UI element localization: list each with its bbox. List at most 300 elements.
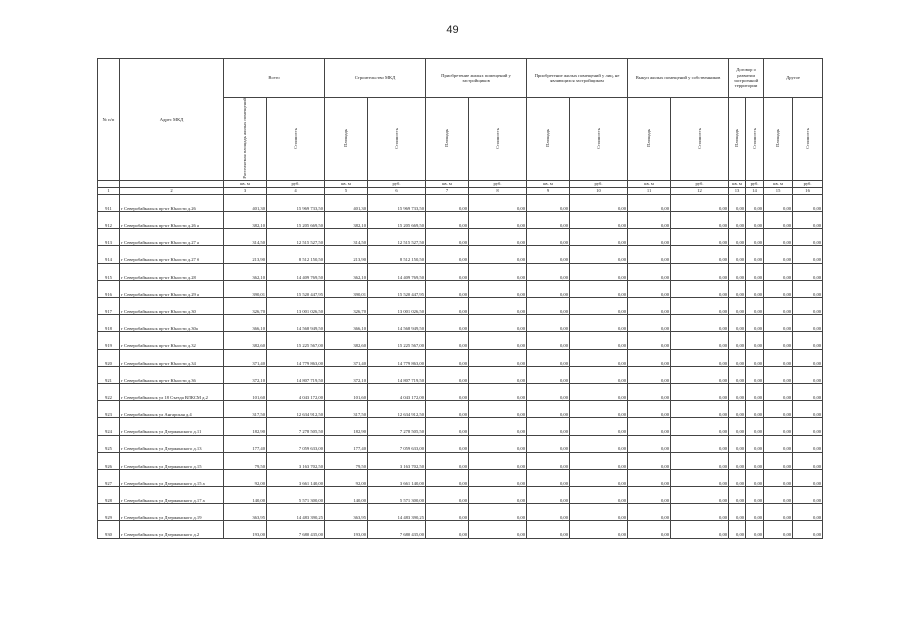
header-area: Площадь xyxy=(628,98,671,181)
row-zero-value: 0,00 xyxy=(746,487,764,504)
unit-cell: руб. xyxy=(671,180,729,187)
row-construction-area: 362,10 xyxy=(325,263,368,280)
row-zero-value: 0,00 xyxy=(746,332,764,349)
column-number-cell: 9 xyxy=(527,187,570,194)
row-zero-value: 0,00 xyxy=(671,435,729,452)
row-zero-value: 0,00 xyxy=(793,349,823,366)
row-zero-value: 0,00 xyxy=(570,280,628,297)
row-zero-value: 0,00 xyxy=(729,194,746,211)
row-zero-value: 0,00 xyxy=(570,521,628,538)
column-number-cell: 16 xyxy=(793,187,823,194)
row-zero-value: 0,00 xyxy=(527,212,570,229)
resettlement-table xyxy=(97,58,823,539)
row-zero-value: 0,00 xyxy=(793,401,823,418)
row-zero-value: 0,00 xyxy=(764,521,793,538)
row-zero-value: 0,00 xyxy=(764,229,793,246)
row-zero-value: 0,00 xyxy=(426,418,469,435)
row-construction-area: 79,50 xyxy=(325,452,368,469)
row-zero-value: 0,00 xyxy=(671,401,729,418)
row-number: 928 xyxy=(98,487,120,504)
row-total-cost: 14 568 949,50 xyxy=(267,315,325,332)
row-total-cost: 7 278 505,50 xyxy=(267,418,325,435)
row-zero-value: 0,00 xyxy=(671,366,729,383)
row-zero-value: 0,00 xyxy=(628,418,671,435)
row-zero-value: 0,00 xyxy=(527,487,570,504)
row-total-cost: 3 661 140,00 xyxy=(267,469,325,486)
row-zero-value: 0,00 xyxy=(729,521,746,538)
row-construction-cost: 15 205 669,50 xyxy=(368,212,426,229)
row-total-cost: 15 520 447,95 xyxy=(267,280,325,297)
row-total-area: 79,50 xyxy=(224,452,267,469)
row-zero-value: 0,00 xyxy=(729,418,746,435)
row-zero-value: 0,00 xyxy=(570,435,628,452)
row-zero-value: 0,00 xyxy=(527,435,570,452)
table-row xyxy=(98,418,823,435)
row-construction-area: 317,50 xyxy=(325,401,368,418)
row-zero-value: 0,00 xyxy=(426,332,469,349)
row-construction-cost: 5 571 300,00 xyxy=(368,487,426,504)
row-zero-value: 0,00 xyxy=(793,504,823,521)
row-address: г Северобайкальск ул Ангарская д.4 xyxy=(120,401,224,418)
header-row-no: № п/п xyxy=(98,59,120,181)
row-zero-value: 0,00 xyxy=(570,298,628,315)
unit-cell: кв. м xyxy=(764,180,793,187)
row-construction-cost: 3 163 702,50 xyxy=(368,452,426,469)
row-construction-area: 213,90 xyxy=(325,246,368,263)
row-zero-value: 0,00 xyxy=(570,418,628,435)
row-number: 924 xyxy=(98,418,120,435)
row-construction-area: 363,95 xyxy=(325,504,368,521)
table-row xyxy=(98,383,823,400)
row-zero-value: 0,00 xyxy=(469,194,527,211)
row-zero-value: 0,00 xyxy=(764,401,793,418)
row-zero-value: 0,00 xyxy=(746,418,764,435)
row-zero-value: 0,00 xyxy=(426,366,469,383)
row-zero-value: 0,00 xyxy=(469,332,527,349)
row-zero-value: 0,00 xyxy=(628,246,671,263)
header-group-total: Всего xyxy=(224,59,325,98)
row-number: 929 xyxy=(98,504,120,521)
row-address: г Северобайкальск пр-кт Юности д.30а xyxy=(120,315,224,332)
row-zero-value: 0,00 xyxy=(793,487,823,504)
unit-cell: руб. xyxy=(368,180,426,187)
column-numbers-row xyxy=(98,187,823,194)
row-zero-value: 0,00 xyxy=(628,452,671,469)
unit-cell: кв. м xyxy=(628,180,671,187)
row-total-cost: 14 807 719,50 xyxy=(267,366,325,383)
row-zero-value: 0,00 xyxy=(628,194,671,211)
row-zero-value: 0,00 xyxy=(628,487,671,504)
row-zero-value: 0,00 xyxy=(671,212,729,229)
row-zero-value: 0,00 xyxy=(793,280,823,297)
row-total-cost: 12 515 527,50 xyxy=(267,229,325,246)
row-zero-value: 0,00 xyxy=(570,246,628,263)
row-zero-value: 0,00 xyxy=(729,504,746,521)
row-zero-value: 0,00 xyxy=(426,315,469,332)
row-address: г Северобайкальск ул 18 Съезда ВЛКСМ д.2 xyxy=(120,383,224,400)
row-zero-value: 0,00 xyxy=(746,504,764,521)
row-construction-area: 193,00 xyxy=(325,521,368,538)
row-zero-value: 0,00 xyxy=(793,452,823,469)
row-total-area: 101,60 xyxy=(224,383,267,400)
row-zero-value: 0,00 xyxy=(671,298,729,315)
row-zero-value: 0,00 xyxy=(469,229,527,246)
row-zero-value: 0,00 xyxy=(671,332,729,349)
row-zero-value: 0,00 xyxy=(764,349,793,366)
row-number: 921 xyxy=(98,366,120,383)
row-zero-value: 0,00 xyxy=(527,504,570,521)
row-address: г Северобайкальск пр-кт Юности д.36 xyxy=(120,366,224,383)
row-number: 926 xyxy=(98,452,120,469)
row-zero-value: 0,00 xyxy=(527,194,570,211)
row-zero-value: 0,00 xyxy=(671,263,729,280)
header-group-territory-agreement: Договор о развитии застроенной территории xyxy=(729,59,764,98)
row-total-cost: 14 409 769,50 xyxy=(267,263,325,280)
row-total-cost: 4 043 172,00 xyxy=(267,383,325,400)
row-zero-value: 0,00 xyxy=(628,349,671,366)
row-zero-value: 0,00 xyxy=(764,487,793,504)
row-zero-value: 0,00 xyxy=(729,366,746,383)
row-address: г Северобайкальск пр-кт Юности д.26 xyxy=(120,194,224,211)
row-zero-value: 0,00 xyxy=(426,504,469,521)
row-total-area: 182,90 xyxy=(224,418,267,435)
row-zero-value: 0,00 xyxy=(628,315,671,332)
row-address: г Северобайкальск пр-кт Юности д.26 а xyxy=(120,212,224,229)
row-zero-value: 0,00 xyxy=(570,452,628,469)
row-zero-value: 0,00 xyxy=(426,401,469,418)
row-zero-value: 0,00 xyxy=(570,315,628,332)
row-construction-cost: 15 225 567,00 xyxy=(368,332,426,349)
row-total-cost: 15 969 733,50 xyxy=(267,194,325,211)
header-cost: Стоимость xyxy=(368,98,426,181)
row-zero-value: 0,00 xyxy=(426,521,469,538)
row-zero-value: 0,00 xyxy=(426,452,469,469)
row-zero-value: 0,00 xyxy=(729,229,746,246)
row-construction-area: 372,10 xyxy=(325,366,368,383)
table-row xyxy=(98,401,823,418)
row-zero-value: 0,00 xyxy=(426,349,469,366)
row-zero-value: 0,00 xyxy=(746,521,764,538)
row-total-area: 362,10 xyxy=(224,263,267,280)
row-zero-value: 0,00 xyxy=(527,229,570,246)
row-total-cost: 7 680 435,00 xyxy=(267,521,325,538)
row-zero-value: 0,00 xyxy=(793,246,823,263)
row-zero-value: 0,00 xyxy=(628,435,671,452)
table-row xyxy=(98,521,823,538)
unit-cell xyxy=(120,180,224,187)
row-total-area: 193,00 xyxy=(224,521,267,538)
row-construction-area: 314,50 xyxy=(325,229,368,246)
row-construction-area: 182,90 xyxy=(325,418,368,435)
row-construction-cost: 13 001 026,50 xyxy=(368,298,426,315)
row-zero-value: 0,00 xyxy=(764,332,793,349)
row-total-cost: 12 634 912,50 xyxy=(267,401,325,418)
header-cost: Стоимость xyxy=(469,98,527,181)
row-zero-value: 0,00 xyxy=(764,246,793,263)
row-address: г Северобайкальск пр-кт Юности д.32 xyxy=(120,332,224,349)
row-zero-value: 0,00 xyxy=(469,383,527,400)
row-zero-value: 0,00 xyxy=(729,280,746,297)
row-zero-value: 0,00 xyxy=(671,418,729,435)
row-total-cost: 3 163 702,50 xyxy=(267,452,325,469)
header-area: Площадь xyxy=(325,98,368,181)
row-number: 925 xyxy=(98,435,120,452)
row-zero-value: 0,00 xyxy=(746,212,764,229)
table-row xyxy=(98,280,823,297)
row-total-area: 177,40 xyxy=(224,435,267,452)
row-zero-value: 0,00 xyxy=(570,263,628,280)
page-number: 49 xyxy=(446,24,459,36)
row-total-area: 366,10 xyxy=(224,315,267,332)
table-row xyxy=(98,435,823,452)
units-row xyxy=(98,180,823,187)
table-row xyxy=(98,452,823,469)
table-row xyxy=(98,298,823,315)
unit-cell: кв. м xyxy=(426,180,469,187)
row-zero-value: 0,00 xyxy=(628,212,671,229)
header-group-developer-purchase: Приобретение жилых помещений у застройщиков xyxy=(426,59,527,98)
row-zero-value: 0,00 xyxy=(764,418,793,435)
row-zero-value: 0,00 xyxy=(527,246,570,263)
column-number-cell: 12 xyxy=(671,187,729,194)
row-zero-value: 0,00 xyxy=(764,212,793,229)
row-total-cost: 15 225 567,00 xyxy=(267,332,325,349)
header-address: Адрес МКД xyxy=(120,59,224,181)
header-cost: Стоимость xyxy=(793,98,823,181)
row-zero-value: 0,00 xyxy=(628,401,671,418)
row-zero-value: 0,00 xyxy=(469,401,527,418)
row-zero-value: 0,00 xyxy=(729,315,746,332)
row-total-area: 390,01 xyxy=(224,280,267,297)
row-zero-value: 0,00 xyxy=(746,383,764,400)
row-construction-area: 326,70 xyxy=(325,298,368,315)
row-zero-value: 0,00 xyxy=(729,401,746,418)
row-zero-value: 0,00 xyxy=(729,487,746,504)
row-zero-value: 0,00 xyxy=(570,332,628,349)
row-zero-value: 0,00 xyxy=(793,212,823,229)
row-zero-value: 0,00 xyxy=(671,246,729,263)
row-zero-value: 0,00 xyxy=(793,332,823,349)
row-construction-cost: 15 520 447,95 xyxy=(368,280,426,297)
row-zero-value: 0,00 xyxy=(426,212,469,229)
table-row xyxy=(98,212,823,229)
row-number: 919 xyxy=(98,332,120,349)
row-construction-cost: 4 043 172,00 xyxy=(368,383,426,400)
row-zero-value: 0,00 xyxy=(746,246,764,263)
row-address: г Северобайкальск ул Дзержинского д.2 xyxy=(120,521,224,538)
row-zero-value: 0,00 xyxy=(527,298,570,315)
row-zero-value: 0,00 xyxy=(527,521,570,538)
row-zero-value: 0,00 xyxy=(469,212,527,229)
unit-cell: кв. м xyxy=(729,180,746,187)
row-construction-cost: 12 634 912,50 xyxy=(368,401,426,418)
row-address: г Северобайкальск ул Дзержинского д.13 xyxy=(120,435,224,452)
row-zero-value: 0,00 xyxy=(426,298,469,315)
row-number: 912 xyxy=(98,212,120,229)
row-construction-area: 371,40 xyxy=(325,349,368,366)
unit-cell: кв. м xyxy=(527,180,570,187)
header-cost: Стоимость xyxy=(267,98,325,181)
column-number-cell: 8 xyxy=(469,187,527,194)
row-construction-cost: 7 059 633,00 xyxy=(368,435,426,452)
row-number: 923 xyxy=(98,401,120,418)
row-zero-value: 0,00 xyxy=(426,435,469,452)
row-zero-value: 0,00 xyxy=(764,366,793,383)
column-number-cell: 1 xyxy=(98,187,120,194)
row-zero-value: 0,00 xyxy=(426,246,469,263)
row-zero-value: 0,00 xyxy=(729,469,746,486)
row-zero-value: 0,00 xyxy=(746,401,764,418)
row-total-area: 382,60 xyxy=(224,332,267,349)
unit-cell: кв. м xyxy=(224,180,267,187)
row-zero-value: 0,00 xyxy=(527,418,570,435)
row-zero-value: 0,00 xyxy=(671,315,729,332)
row-zero-value: 0,00 xyxy=(628,263,671,280)
row-zero-value: 0,00 xyxy=(628,229,671,246)
row-construction-cost: 14 409 769,50 xyxy=(368,263,426,280)
row-zero-value: 0,00 xyxy=(426,194,469,211)
row-zero-value: 0,00 xyxy=(469,246,527,263)
table-row xyxy=(98,469,823,486)
row-address: г Северобайкальск ул Дзержинского д.11 xyxy=(120,418,224,435)
row-construction-area: 92,00 xyxy=(325,469,368,486)
row-zero-value: 0,00 xyxy=(671,487,729,504)
row-zero-value: 0,00 xyxy=(764,263,793,280)
row-zero-value: 0,00 xyxy=(469,298,527,315)
row-zero-value: 0,00 xyxy=(426,263,469,280)
row-construction-area: 366,10 xyxy=(325,315,368,332)
row-zero-value: 0,00 xyxy=(671,349,729,366)
row-zero-value: 0,00 xyxy=(793,418,823,435)
row-total-area: 92,00 xyxy=(224,469,267,486)
row-total-cost: 8 512 150,50 xyxy=(267,246,325,263)
row-number: 918 xyxy=(98,315,120,332)
row-zero-value: 0,00 xyxy=(729,349,746,366)
row-zero-value: 0,00 xyxy=(793,315,823,332)
column-number-cell: 11 xyxy=(628,187,671,194)
row-zero-value: 0,00 xyxy=(746,469,764,486)
row-zero-value: 0,00 xyxy=(628,332,671,349)
row-zero-value: 0,00 xyxy=(527,349,570,366)
row-zero-value: 0,00 xyxy=(628,469,671,486)
row-zero-value: 0,00 xyxy=(671,383,729,400)
row-zero-value: 0,00 xyxy=(469,452,527,469)
row-zero-value: 0,00 xyxy=(764,469,793,486)
row-construction-cost: 8 512 150,50 xyxy=(368,246,426,263)
row-zero-value: 0,00 xyxy=(527,280,570,297)
table-row xyxy=(98,315,823,332)
row-total-area: 401,30 xyxy=(224,194,267,211)
row-zero-value: 0,00 xyxy=(570,229,628,246)
row-zero-value: 0,00 xyxy=(426,229,469,246)
row-address: г Северобайкальск ул Дзержинского д.15 а xyxy=(120,469,224,486)
row-zero-value: 0,00 xyxy=(469,469,527,486)
row-zero-value: 0,00 xyxy=(746,298,764,315)
row-number: 911 xyxy=(98,194,120,211)
header-area-total: Расселяемая площадь жилых помещений xyxy=(224,98,267,181)
row-zero-value: 0,00 xyxy=(729,212,746,229)
row-zero-value: 0,00 xyxy=(426,487,469,504)
row-zero-value: 0,00 xyxy=(570,469,628,486)
row-construction-area: 140,00 xyxy=(325,487,368,504)
row-zero-value: 0,00 xyxy=(671,280,729,297)
table-row xyxy=(98,229,823,246)
table-row xyxy=(98,263,823,280)
unit-cell: кв. м xyxy=(325,180,368,187)
row-zero-value: 0,00 xyxy=(746,263,764,280)
row-zero-value: 0,00 xyxy=(746,315,764,332)
row-number: 916 xyxy=(98,280,120,297)
row-zero-value: 0,00 xyxy=(671,452,729,469)
row-zero-value: 0,00 xyxy=(793,194,823,211)
row-zero-value: 0,00 xyxy=(764,315,793,332)
row-zero-value: 0,00 xyxy=(469,435,527,452)
column-number-cell: 7 xyxy=(426,187,469,194)
unit-cell: руб. xyxy=(570,180,628,187)
row-total-area: 317,50 xyxy=(224,401,267,418)
column-number-cell: 5 xyxy=(325,187,368,194)
unit-cell: руб. xyxy=(469,180,527,187)
row-zero-value: 0,00 xyxy=(729,383,746,400)
row-zero-value: 0,00 xyxy=(764,383,793,400)
row-zero-value: 0,00 xyxy=(764,194,793,211)
row-zero-value: 0,00 xyxy=(527,366,570,383)
row-total-area: 363,95 xyxy=(224,504,267,521)
row-zero-value: 0,00 xyxy=(469,366,527,383)
row-zero-value: 0,00 xyxy=(527,263,570,280)
row-construction-cost: 7 680 435,00 xyxy=(368,521,426,538)
row-zero-value: 0,00 xyxy=(469,315,527,332)
row-zero-value: 0,00 xyxy=(426,280,469,297)
row-zero-value: 0,00 xyxy=(764,298,793,315)
row-construction-cost: 14 568 949,50 xyxy=(368,315,426,332)
row-number: 917 xyxy=(98,298,120,315)
table-row xyxy=(98,366,823,383)
row-zero-value: 0,00 xyxy=(746,229,764,246)
row-zero-value: 0,00 xyxy=(793,298,823,315)
row-address: г Северобайкальск ул Дзержинского д.17 а xyxy=(120,487,224,504)
row-zero-value: 0,00 xyxy=(527,315,570,332)
column-number-cell: 2 xyxy=(120,187,224,194)
header-cost: Стоимость xyxy=(570,98,628,181)
row-zero-value: 0,00 xyxy=(746,194,764,211)
row-total-cost: 7 059 633,00 xyxy=(267,435,325,452)
row-zero-value: 0,00 xyxy=(570,401,628,418)
row-zero-value: 0,00 xyxy=(628,504,671,521)
row-number: 927 xyxy=(98,469,120,486)
row-construction-cost: 14 779 863,00 xyxy=(368,349,426,366)
row-zero-value: 0,00 xyxy=(764,280,793,297)
row-zero-value: 0,00 xyxy=(793,521,823,538)
row-zero-value: 0,00 xyxy=(793,469,823,486)
row-total-cost: 14 779 863,00 xyxy=(267,349,325,366)
header-group-non-developer-purchase: Приобретение жилых помещений у лиц, не являющихся застройщиком xyxy=(527,59,628,98)
unit-cell: руб. xyxy=(746,180,764,187)
row-zero-value: 0,00 xyxy=(628,383,671,400)
row-address: г Северобайкальск пр-кт Юности д.29 а xyxy=(120,280,224,297)
row-address: г Северобайкальск пр-кт Юности д.28 xyxy=(120,263,224,280)
column-number-cell: 13 xyxy=(729,187,746,194)
row-zero-value: 0,00 xyxy=(628,521,671,538)
column-number-cell: 10 xyxy=(570,187,628,194)
row-total-cost: 13 001 026,50 xyxy=(267,298,325,315)
unit-cell xyxy=(98,180,120,187)
table-row xyxy=(98,332,823,349)
row-zero-value: 0,00 xyxy=(570,349,628,366)
row-zero-value: 0,00 xyxy=(746,366,764,383)
row-zero-value: 0,00 xyxy=(426,469,469,486)
row-zero-value: 0,00 xyxy=(793,435,823,452)
